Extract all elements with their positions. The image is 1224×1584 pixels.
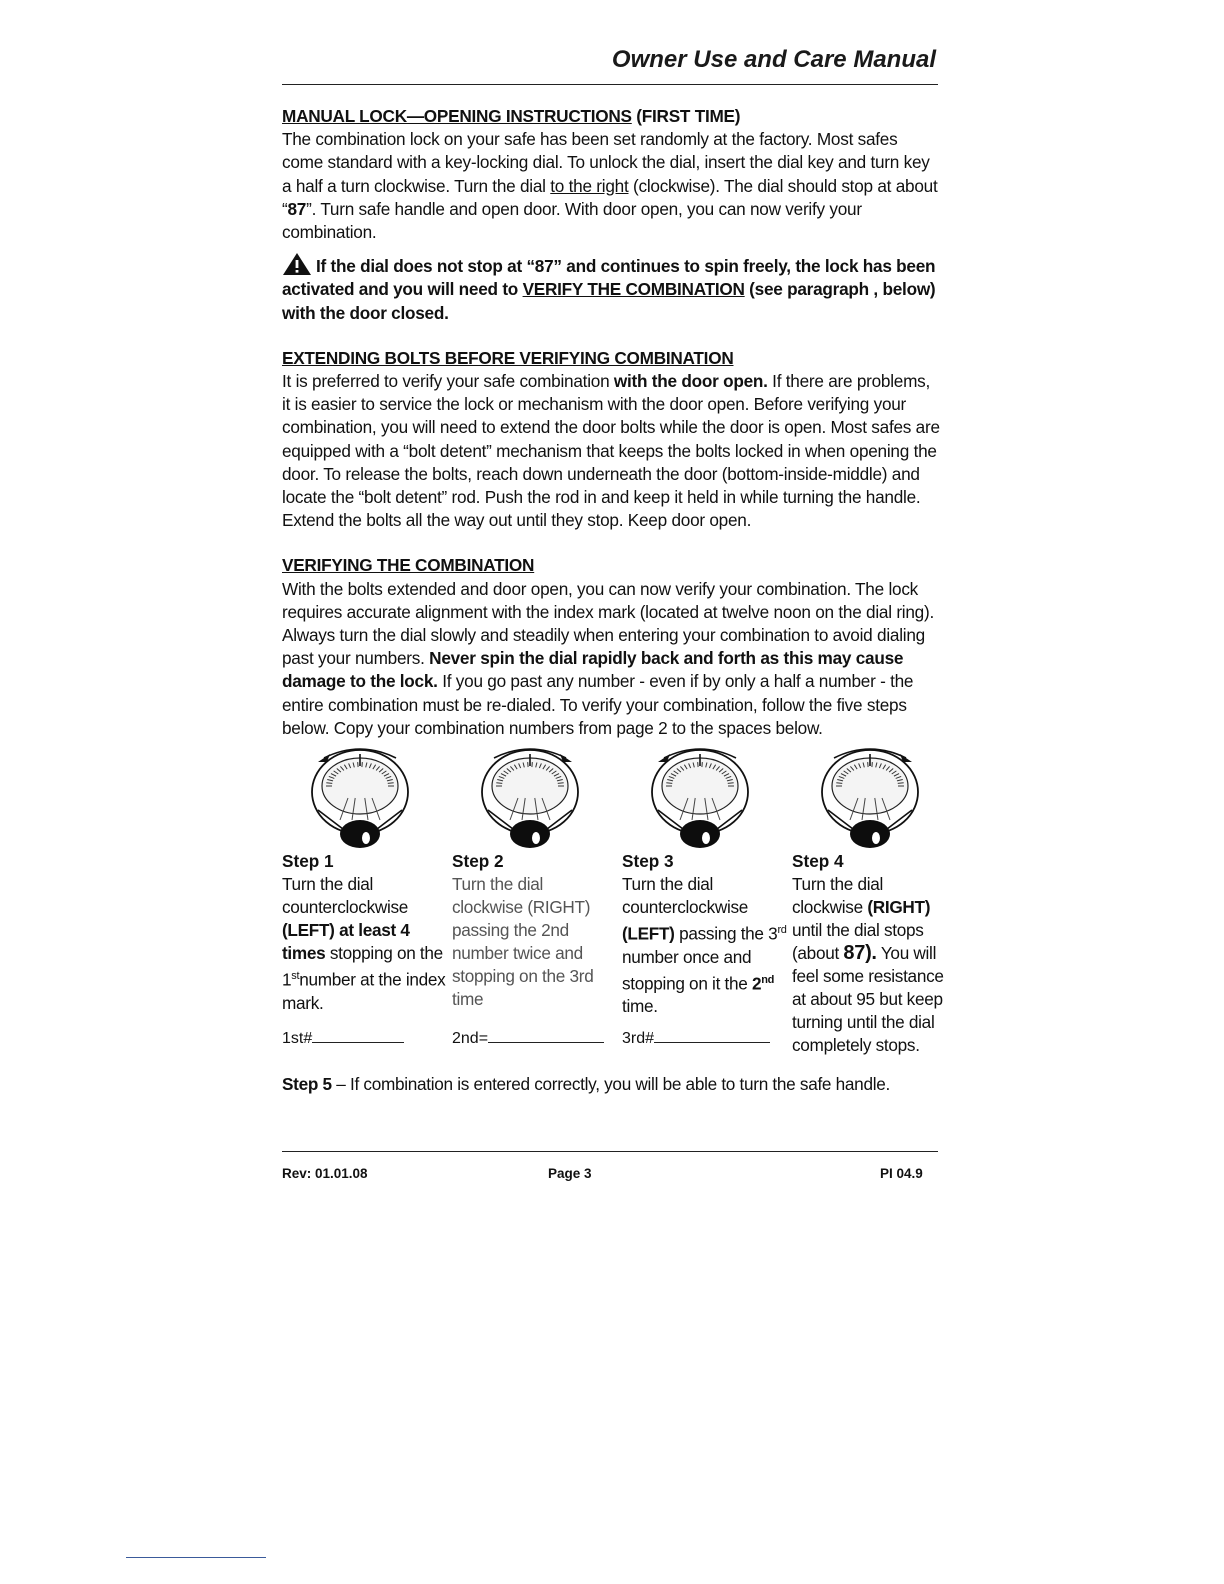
step-5-text: Step 5 – If combination is entered correctly, you will be able to turn the safe handle. bbox=[282, 1074, 890, 1094]
step-3-text: Turn the dial counterclockwise (LEFT) passing the 3rd number once and stopping on it the 2nd time. bbox=[622, 874, 787, 1017]
steps-row bbox=[282, 742, 962, 1062]
dial-knob-highlight bbox=[702, 832, 710, 844]
footer-page-number: Page 3 bbox=[548, 1166, 592, 1181]
dial-face bbox=[662, 758, 738, 814]
footer-code: PI 04.9 bbox=[880, 1166, 923, 1181]
dial-tick bbox=[836, 783, 842, 784]
dial-tick bbox=[666, 783, 672, 784]
dial-tick bbox=[496, 783, 502, 784]
step-2-combination-blank[interactable]: 2nd= bbox=[452, 1028, 604, 1048]
scan-artifact-line bbox=[126, 1557, 266, 1558]
section-heading-extending-bolts: EXTENDING BOLTS BEFORE VERIFYING COMBINATION bbox=[282, 347, 734, 368]
footer-revision: Rev: 01.01.08 bbox=[282, 1166, 368, 1181]
step-3-label: Step 3 bbox=[622, 851, 674, 871]
step-4-label: Step 4 bbox=[792, 851, 844, 871]
header-rule bbox=[282, 84, 938, 85]
page-header-title: Owner Use and Care Manual bbox=[611, 46, 936, 73]
dial-clockwise-icon bbox=[466, 742, 594, 850]
to-the-right-text: to the right bbox=[550, 175, 629, 196]
step-3 bbox=[622, 742, 787, 1047]
step-1-label: Step 1 bbox=[282, 851, 334, 871]
dial-tick bbox=[728, 783, 734, 784]
verify-combination-reference: VERIFY THE COMBINATION bbox=[522, 279, 745, 300]
dial-knob-highlight bbox=[532, 832, 540, 844]
step-1-combination-blank[interactable]: 1st# bbox=[282, 1028, 404, 1048]
dial-counterclockwise-icon bbox=[296, 742, 424, 850]
step-3-combination-blank[interactable]: 3rd# bbox=[622, 1028, 770, 1048]
warning-triangle-icon bbox=[282, 252, 312, 276]
step-2-text: Turn the dial clockwise (RIGHT) passing the 2nd number twice and stopping on the 3rd time bbox=[452, 874, 594, 1009]
section-heading-verifying: VERIFYING THE COMBINATION bbox=[282, 555, 535, 576]
dial-tick bbox=[898, 783, 904, 784]
step-2-label: Step 2 bbox=[452, 851, 504, 871]
main-content bbox=[282, 105, 942, 740]
dial-knob-highlight bbox=[362, 832, 370, 844]
section-heading-opening: MANUAL LOCK—OPENING INSTRUCTIONS (FIRST TIME) bbox=[282, 106, 741, 126]
dial-tick bbox=[326, 783, 332, 784]
warning-paragraph: If the dial does not stop at “87” and continues to spin freely, the lock has been activated and you will need to VERIFY THE COMBINATION (see paragraph , below) with the door closed. bbox=[282, 252, 942, 325]
step-4 bbox=[792, 742, 957, 1057]
dial-face bbox=[322, 758, 398, 814]
step-2 bbox=[452, 742, 617, 1047]
dial-tick bbox=[558, 783, 564, 784]
extending-bolts-paragraph: It is preferred to verify your safe combination with the door open. If there are problems, it is easier to service the lock or mechanism with the door open. Before verifying your combination, you will need to extend the door bolts while the door is open. Most safes are equipped with a “bolt detent” mechanism that keeps the bolts locked in when opening the door. To release the bolts, reach down underneath the door (bottom-inside-middle) and locate the “bolt detent” rod. Push the rod in and keep it held in while turning the handle. Extend the bolts all the way out until they stop. Keep door open. bbox=[282, 371, 940, 531]
step-1 bbox=[282, 742, 447, 1047]
opening-instructions-paragraph: The combination lock on your safe has been set randomly at the factory. Most safes come standard with a key-locking dial. To unlock the dial, insert the dial key and turn key a half a turn clockwise. Turn the dial to the right (clockwise). The dial should stop at about “87”. Turn safe handle and open door. With door open, you can now verify your combination. bbox=[282, 129, 938, 243]
step-1-text: Turn the dial counterclockwise (LEFT) at least 4 times stopping on the 1stnumber at the index mark. bbox=[282, 874, 446, 1013]
dial-counterclockwise-icon bbox=[636, 742, 764, 850]
footer-rule bbox=[282, 1151, 938, 1152]
dial-tick bbox=[388, 783, 394, 784]
verifying-paragraph: With the bolts extended and door open, you can now verify your combination. The lock requires accurate alignment with the index mark (located at twelve noon on the dial ring). Always turn the dial slowly and steadily when entering your combination to avoid dialing past your numbers. Never spin the dial rapidly back and forth as this may cause damage to the lock. If you go past any number - even if by only a half a number - the entire combination must be re-dialed. To verify your combination, follow the five steps below. Copy your combination numbers from page 2 to the spaces below. bbox=[282, 578, 934, 738]
dial-face bbox=[832, 758, 908, 814]
dial-knob bbox=[340, 820, 380, 848]
dial-clockwise-icon bbox=[806, 742, 934, 850]
dial-knob bbox=[680, 820, 720, 848]
dial-face bbox=[492, 758, 568, 814]
step-4-text: Turn the dial clockwise (RIGHT) until the dial stops (about 87). You will feel some resistance at about 95 but keep turning until the dial completely stops. bbox=[792, 874, 944, 1055]
dial-knob bbox=[850, 820, 890, 848]
dial-knob-highlight bbox=[872, 832, 880, 844]
dial-knob bbox=[510, 820, 550, 848]
